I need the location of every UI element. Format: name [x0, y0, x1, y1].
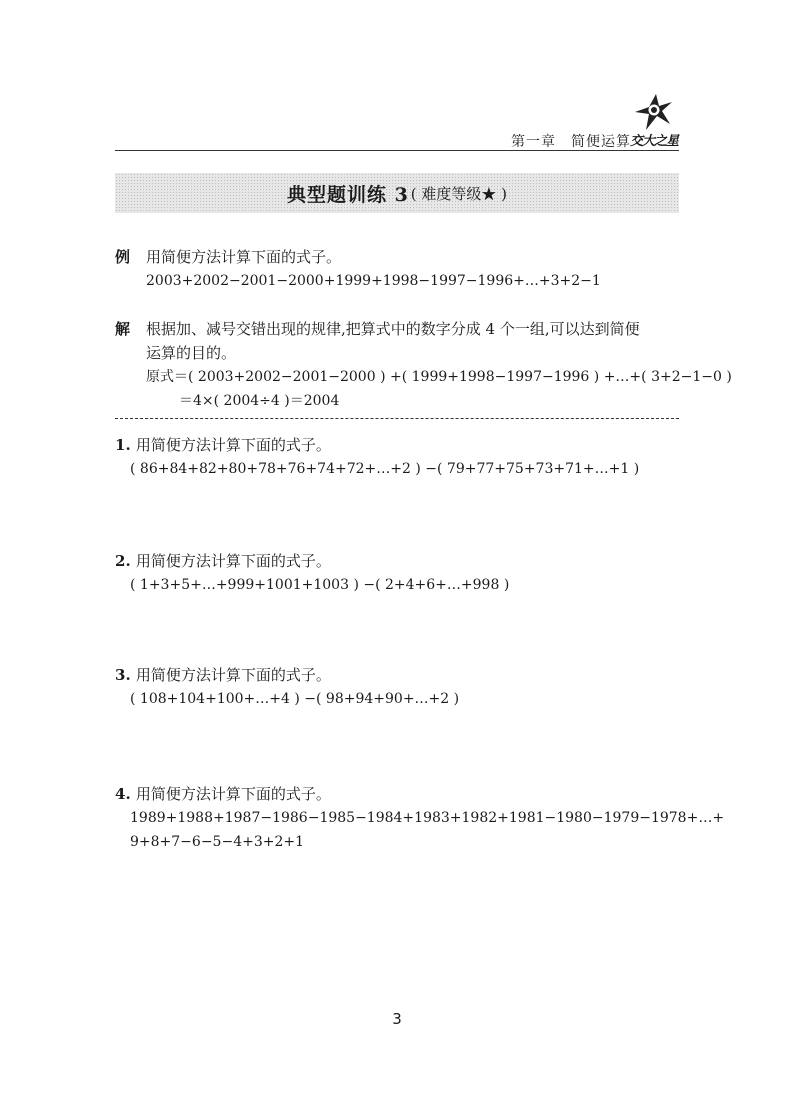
problem-number: 2 — [115, 552, 126, 570]
page-number: 3 — [392, 1010, 402, 1028]
solution-block — [115, 317, 732, 413]
star-logo-icon — [632, 92, 676, 132]
problem-4: 4. 用简便方法计算下面的式子。 1989+1988+1987−1986−1985−1984+1983+1982+1981−1980−1979−1978+…+ 9+8+7−6−5−4+3+2+1 — [115, 782, 690, 854]
solution-calc-line2: ＝4×( 2004÷4 )＝2004 — [179, 393, 340, 409]
problem-1: 1. 用简便方法计算下面的式子。 ( 86+84+82+80+78+76+74+72+…+2 ) −( 79+77+75+73+71+…+1 ) — [115, 433, 690, 481]
problem-expression: ( 108+104+100+…+4 ) −( 98+94+90+…+2 ) — [130, 691, 460, 707]
logo-text: 交大之星 — [630, 134, 679, 149]
dashed-divider — [115, 418, 679, 419]
header-rule — [115, 150, 679, 151]
example-block — [115, 245, 685, 293]
solution-text-line2: 运算的目的。 — [146, 344, 237, 362]
difficulty-level: ( 难度等级★ ) — [410, 184, 508, 203]
chapter-title: 第一章 简便运算 — [511, 134, 631, 150]
problem-expression-line2: 9+8+7−6−5−4+3+2+1 — [130, 834, 305, 850]
solution-text-line1: 根据加、减号交错出现的规律,把算式中的数字分成 4 个一组,可以达到简便 — [146, 320, 640, 338]
problem-number: 4 — [115, 785, 126, 803]
example-label: 例 — [115, 248, 131, 266]
example-question: 用简便方法计算下面的式子。 — [146, 248, 342, 266]
example-expression: 2003+2002−2001−2000+1999+1998−1997−1996+…+3+2−1 — [146, 273, 601, 289]
problem-expression-line1: 1989+1988+1987−1986−1985−1984+1983+1982+1981−1980−1979−1978+…+ — [130, 810, 725, 826]
problem-number: 1 — [115, 436, 126, 454]
problem-question: 用简便方法计算下面的式子。 — [135, 552, 331, 570]
section-title: 典型题训练 3 — [286, 183, 409, 206]
problem-number: 3 — [115, 666, 126, 684]
problem-expression: ( 86+84+82+80+78+76+74+72+…+2 ) −( 79+77+75+73+71+…+1 ) — [130, 461, 640, 477]
problem-3: 3. 用简便方法计算下面的式子。 ( 108+104+100+…+4 ) −( 98+94+90+…+2 ) — [115, 663, 690, 711]
publisher-logo — [630, 92, 678, 148]
problem-question: 用简便方法计算下面的式子。 — [135, 785, 331, 803]
section-title-band — [115, 173, 679, 213]
problem-question: 用简便方法计算下面的式子。 — [135, 666, 331, 684]
problem-question: 用简便方法计算下面的式子。 — [135, 436, 331, 454]
problem-expression: ( 1+3+5+…+999+1001+1003 ) −( 2+4+6+…+998 ) — [130, 577, 510, 593]
solution-label: 解 — [115, 320, 131, 338]
problem-2: 2. 用简便方法计算下面的式子。 ( 1+3+5+…+999+1001+1003 ) −( 2+4+6+…+998 ) — [115, 549, 690, 597]
solution-calc-line1: 原式＝( 2003+2002−2001−2000 ) +( 1999+1998−1997−1996 ) +…+( 3+2−1−0 ) — [146, 369, 732, 385]
